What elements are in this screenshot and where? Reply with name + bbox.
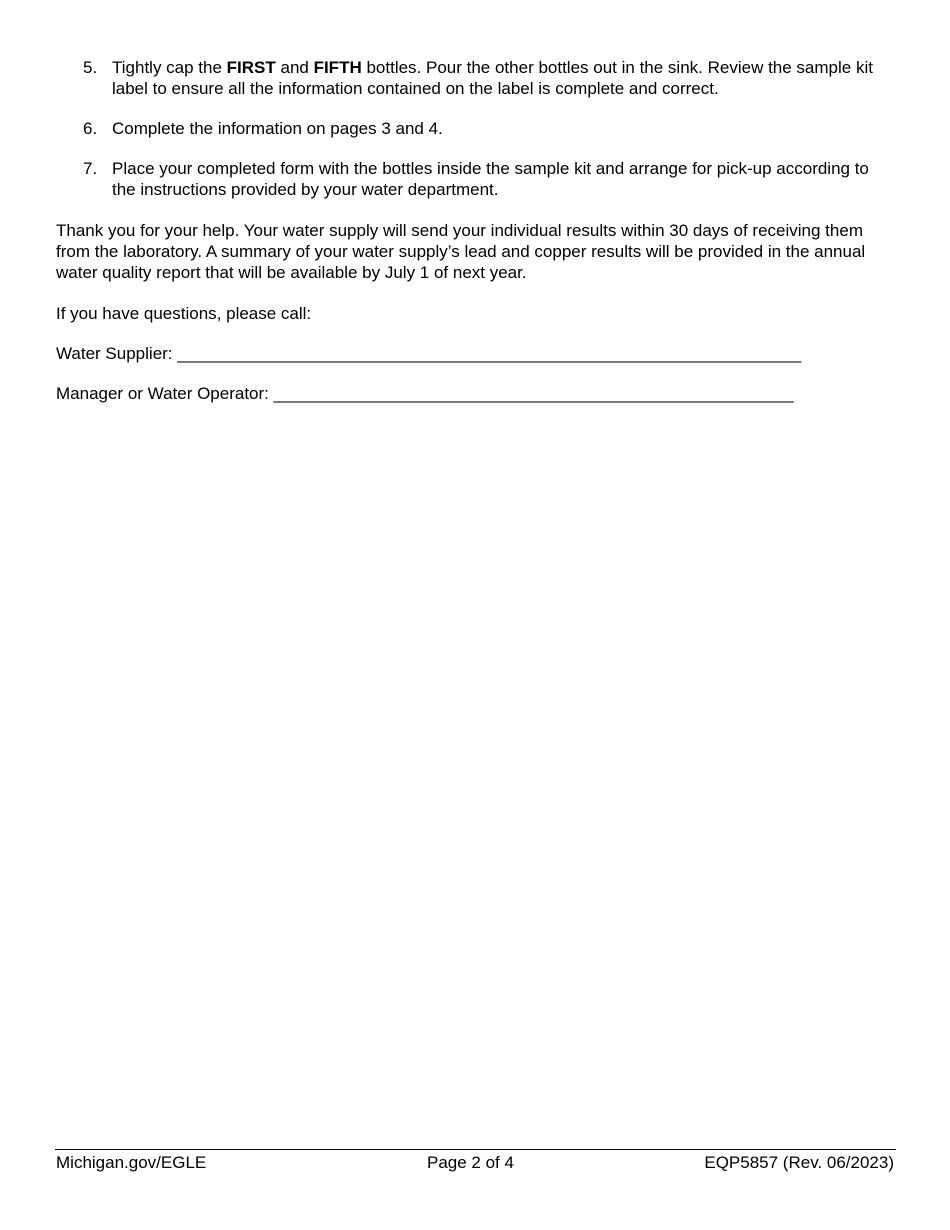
step-7 — [56, 158, 886, 200]
questions-line: If you have questions, please call: — [56, 304, 312, 323]
page-footer — [56, 1152, 894, 1174]
footer-website: Michigan.gov/EGLE — [56, 1153, 207, 1172]
step-number: 5. — [83, 58, 98, 77]
step-emphasis-fifth: FIFTH — [313, 58, 362, 77]
thanks-paragraph: Thank you for your help. Your water supply will send your individual results within 30 days of receiving them from the laboratory. A summary of your water supply’s lead and copper results will be provided in the annual water quality report that will be available by July 1 of next year. — [56, 221, 866, 282]
step-text: Tightly cap the — [112, 58, 227, 77]
step-6 — [56, 118, 886, 139]
instruction-steps — [56, 57, 886, 219]
footer-divider — [55, 1149, 896, 1150]
footer-page-number: Page 2 of 4 — [427, 1153, 514, 1172]
step-number: 6. — [83, 119, 98, 138]
step-text: bottles. Pour the other bottles out in the sink. Review the sample kit label to ensure all the information contained on the label is complete and correct. — [112, 58, 873, 98]
step-emphasis-first: FIRST — [226, 58, 276, 77]
footer-form-id: EQP5857 (Rev. 06/2023) — [704, 1153, 894, 1172]
step-5 — [56, 57, 886, 99]
step-number: 7. — [83, 159, 98, 178]
step-text: Complete the information on pages 3 and 4. — [112, 119, 443, 138]
manager-operator-field[interactable]: Manager or Water Operator: _______________________________________________________ — [56, 384, 794, 403]
step-text: Place your completed form with the bottles inside the sample kit and arrange for pick-up according to the instructions provided by your water department. — [112, 159, 869, 199]
water-supplier-field[interactable]: Water Supplier: __________________________________________________________________ — [56, 344, 802, 363]
step-text: and — [275, 58, 314, 77]
